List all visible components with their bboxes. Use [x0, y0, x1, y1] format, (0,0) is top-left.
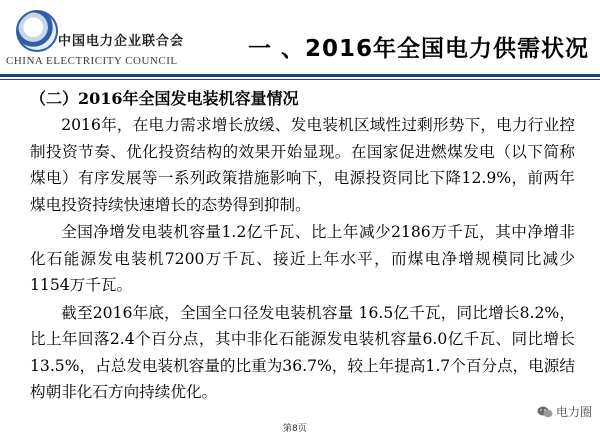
paragraph: 截至2016年底，全国全口径发电装机容量 16.5亿千瓦，同比增长8.2%，比上年回落2.4个百分点，其中非化石能源发电装机容量6.0亿千瓦、同比增长13.5%，占总发电装机容量的比重为36.7%，较上年提高1.7个百分点，电源结构朝非化石方向持续优化。: [30, 303, 575, 401]
logo-english-name: CHINA ELECTRICITY COUNCIL: [6, 55, 178, 67]
section-title: （二）2016年全国发电装机容量情况: [30, 89, 299, 108]
header-divider: [0, 74, 600, 77]
brand-label: 电力圈: [555, 405, 592, 419]
page-number: 第8页: [283, 424, 307, 434]
paragraph: 全国净增发电装机容量1.2亿千瓦、比上年减少2186万千瓦，其中净增非化石能源发电装机7200万千瓦、接近上年水平，而煤电净增规模同比减少1154万千瓦。: [30, 223, 575, 294]
logo-chinese-name: 中国电力企业联合会: [58, 34, 185, 49]
header-divider-thin: [0, 79, 600, 80]
cec-logo-icon: [16, 10, 58, 52]
watermark-brand: [537, 403, 592, 420]
slide-header: [0, 0, 600, 76]
wechat-icon: [537, 406, 553, 418]
slide-body: [30, 112, 575, 407]
slide-title: 一 、2016年全国电力供需状况: [248, 36, 590, 62]
paragraph: 2016年，在电力需求增长放缓、发电装机区域性过剩形势下，电力行业控制投资节奏、优化投资结构的效果开始显现。在国家促进燃煤发电（以下简称煤电）有序发展等一系列政策措施影响下，电源投资同比下降12.9%，前两年煤电投资持续快速增长的态势得到抑制。: [30, 116, 575, 214]
